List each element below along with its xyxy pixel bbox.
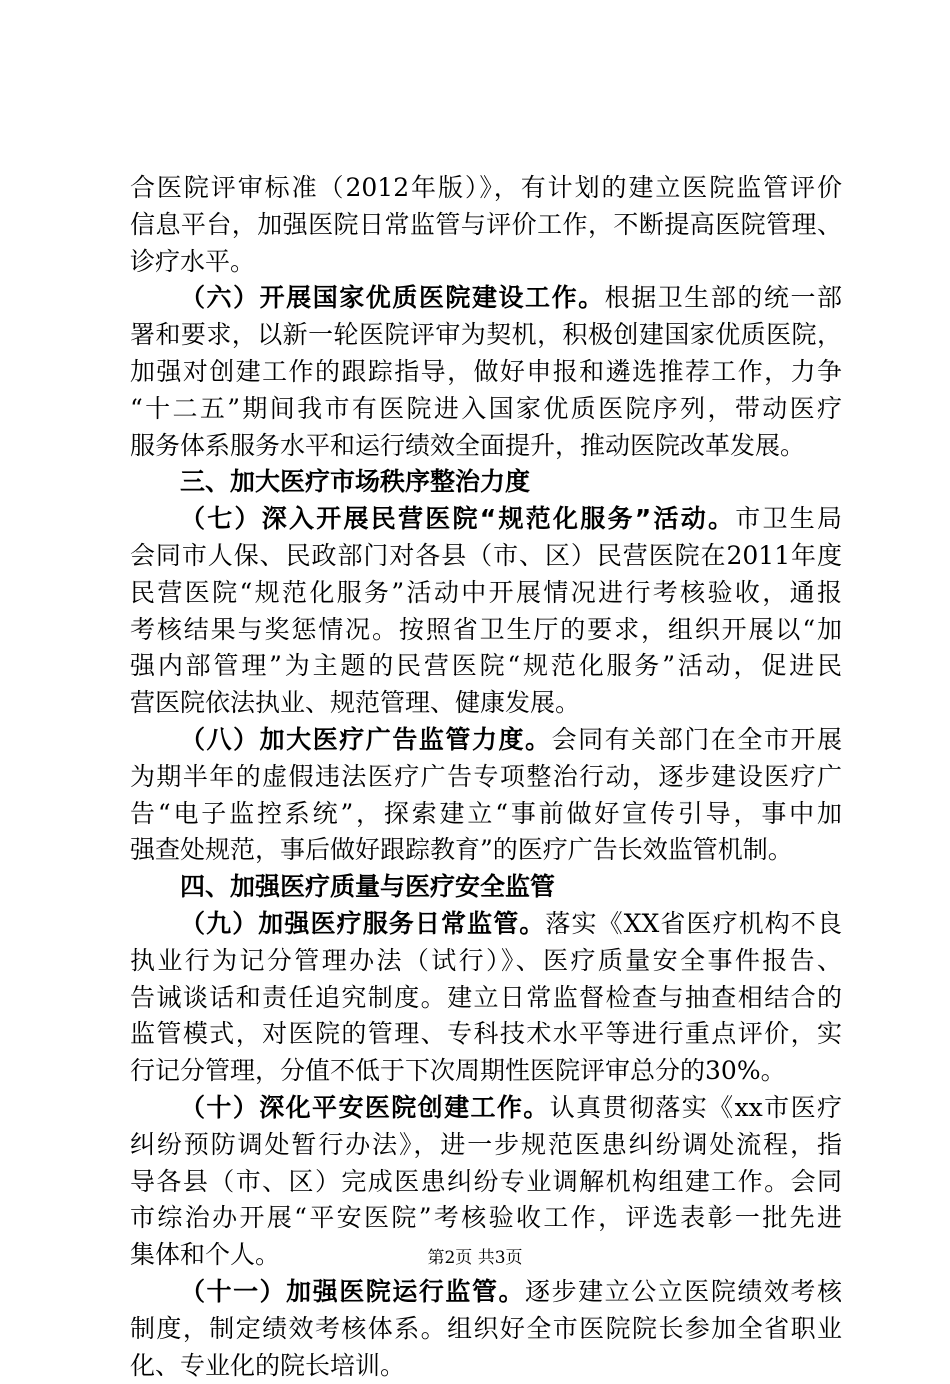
item-first-line <box>130 1274 842 1311</box>
body-line: 营医院依法执业、规范管理、健康发展。 <box>130 685 842 722</box>
body-line: 告诫谈话和责任追究制度。建立日常监督检查与抽查相结合的 <box>130 980 842 1017</box>
item-title: （六）开展国家优质医院建设工作。 <box>180 283 605 312</box>
item-text: 根据卫生部的统一部 <box>605 283 842 312</box>
body-line: 集体和个人。 <box>130 1237 842 1274</box>
body-line: 署和要求，以新一轮医院评审为契机，积极创建国家优质医院， <box>130 317 842 354</box>
body-line: “十二五”期间我市有医院进入国家优质医院序列，带动医疗 <box>130 391 842 428</box>
item-first-line <box>130 1090 842 1127</box>
item-title: （十）深化平安医院创建工作。 <box>180 1093 550 1122</box>
body-line: 信息平台，加强医院日常监管与评价工作，不断提高医院管理、 <box>130 207 842 244</box>
item-text: 认真贯彻落实《xx市医疗 <box>550 1093 842 1122</box>
item-first-line <box>130 501 842 538</box>
item-title: （九）加强医疗服务日常监管。 <box>180 909 545 938</box>
body-line: 加强对创建工作的跟踪指导，做好申报和遴选推荐工作，力争 <box>130 354 842 391</box>
body-line: 会同市人保、民政部门对各县（市、区）民营医院在2011年度 <box>130 538 842 575</box>
body-line: 合医院评审标准（2012年版）》，有计划的建立医院监管评价 <box>130 170 842 207</box>
body-line: 民营医院“规范化服务”活动中开展情况进行考核验收，通报 <box>130 575 842 612</box>
item-title: （八）加大医疗广告监管力度。 <box>180 725 552 754</box>
item-text: 落实《XX省医疗机构不良 <box>545 909 842 938</box>
document-body <box>130 170 842 1384</box>
body-line: 执业行为记分管理办法（试行）》、医疗质量安全事件报告、 <box>130 943 842 980</box>
item-text: 逐步建立公立医院绩效考核 <box>525 1277 842 1306</box>
section-heading: 四、加强医疗质量与医疗安全监管 <box>130 869 842 906</box>
body-line: 导各县（市、区）完成医患纠纷专业调解机构组建工作。会同 <box>130 1164 842 1201</box>
body-line: 化、专业化的院长培训。 <box>130 1348 842 1384</box>
item-title: （七）深入开展民营医院“规范化服务”活动。 <box>180 504 735 533</box>
body-line: 强查处规范，事后做好跟踪教育”的医疗广告长效监管机制。 <box>130 832 842 869</box>
body-line: 市综治办开展“平安医院”考核验收工作，评选表彰一批先进 <box>130 1200 842 1237</box>
item-first-line <box>130 280 842 317</box>
body-line: 为期半年的虚假违法医疗广告专项整治行动，逐步建设医疗广 <box>130 759 842 796</box>
body-line: 服务体系服务水平和运行绩效全面提升，推动医院改革发展。 <box>130 428 842 465</box>
item-text: 市卫生局 <box>735 504 842 533</box>
item-text: 会同有关部门在全市开展 <box>552 725 842 754</box>
item-first-line <box>130 722 842 759</box>
item-first-line <box>130 906 842 943</box>
item-title: （十一）加强医院运行监管。 <box>180 1277 525 1306</box>
body-line: 诊疗水平。 <box>130 244 842 281</box>
page-footer: 第2页 共3页 <box>0 1243 950 1268</box>
section-heading: 三、加大医疗市场秩序整治力度 <box>130 464 842 501</box>
body-line: 监管模式，对医院的管理、专科技术水平等进行重点评价，实 <box>130 1016 842 1053</box>
body-line: 纠纷预防调处暂行办法》，进一步规范医患纠纷调处流程，指 <box>130 1127 842 1164</box>
body-line: 考核结果与奖惩情况。按照省卫生厅的要求，组织开展以“加 <box>130 612 842 649</box>
body-line: 强内部管理”为主题的民营医院“规范化服务”活动，促进民 <box>130 648 842 685</box>
body-line: 制度，制定绩效考核体系。组织好全市医院院长参加全省职业 <box>130 1311 842 1348</box>
body-line: 行记分管理，分值不低于下次周期性医院评审总分的30%。 <box>130 1053 842 1090</box>
body-line: 告“电子监控系统”，探索建立“事前做好宣传引导，事中加 <box>130 796 842 833</box>
